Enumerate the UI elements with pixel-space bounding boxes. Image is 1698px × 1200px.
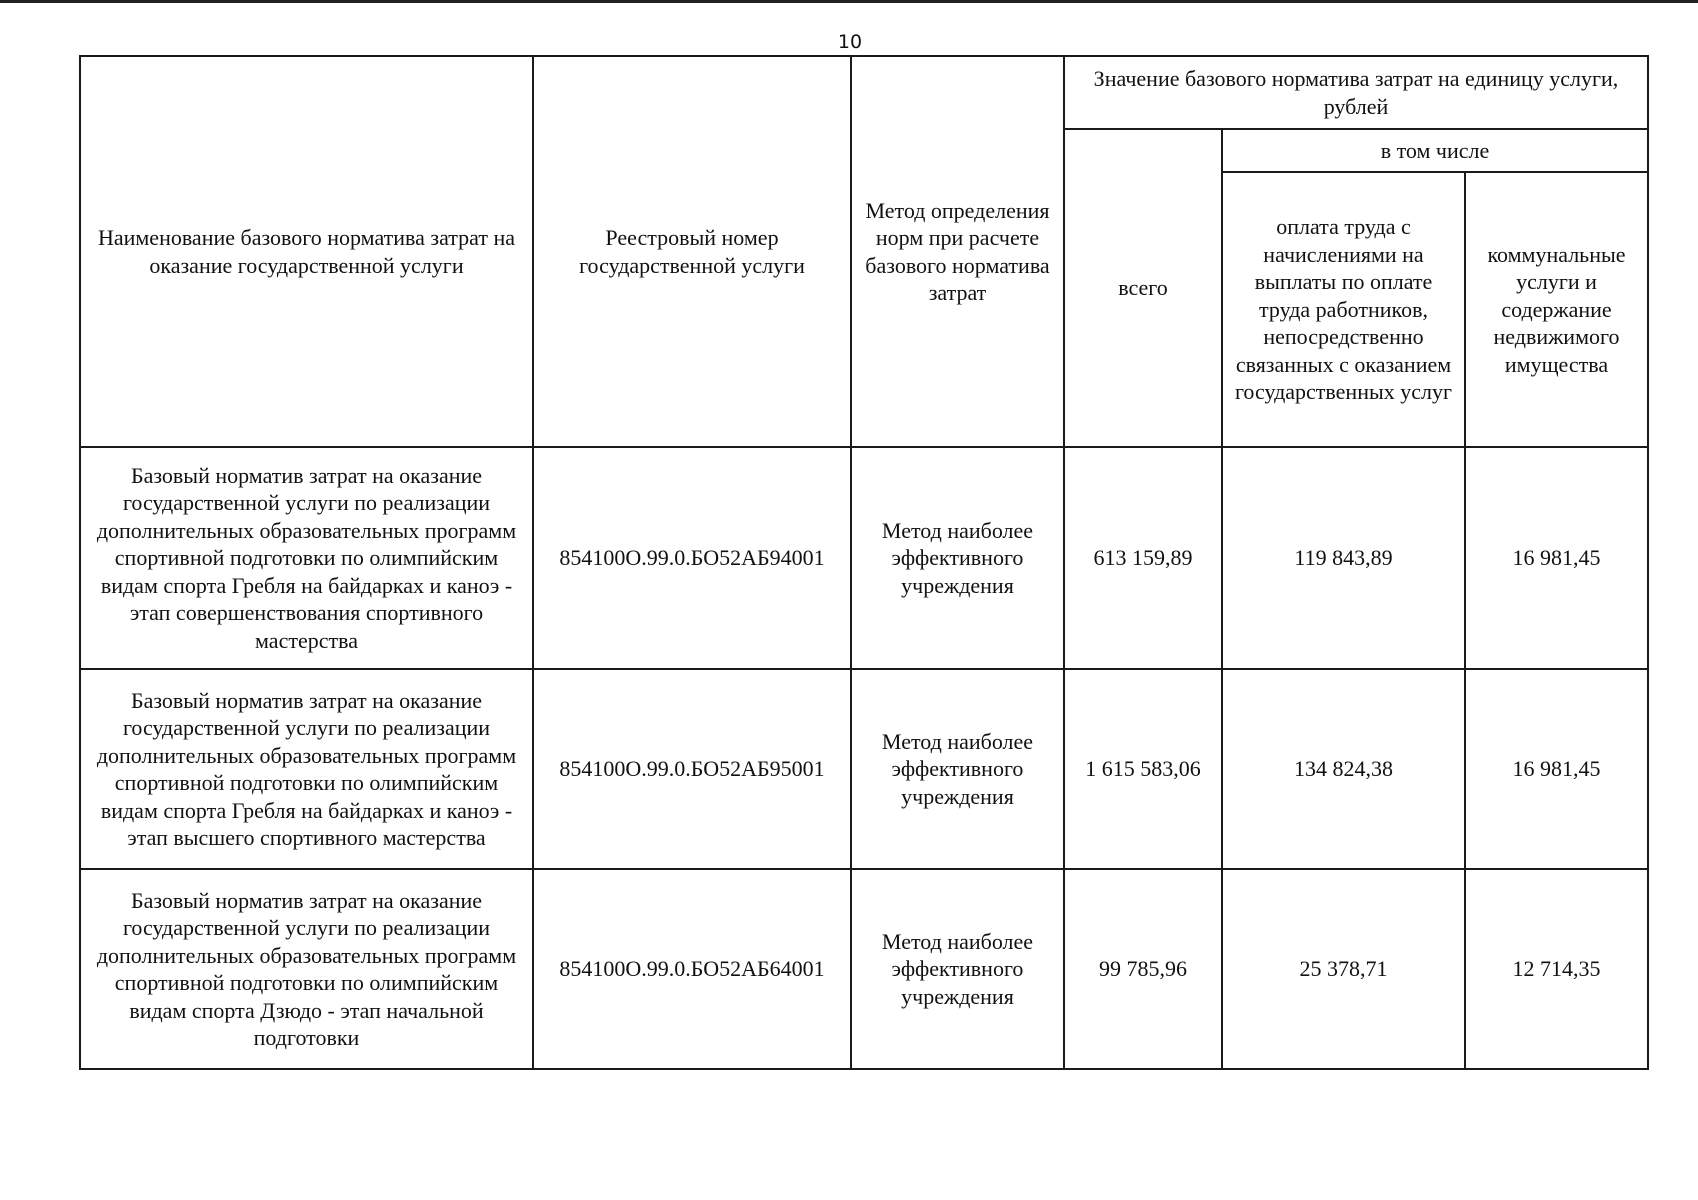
row-method: Метод наиболее эффективного учреждения [851,869,1064,1069]
row-name: Базовый норматив затрат на оказание государственной услуги по реализации дополнительных образовательных программ спортивной подготовки по олимпийским видам спорта Дзюдо - этап начальной подготовки [80,869,533,1069]
table-row [80,869,1648,1069]
header-name: Наименование базового норматива затрат на оказание государственной услуги [80,56,533,447]
row-utilities: 12 714,35 [1465,869,1648,1069]
row-labor: 134 824,38 [1222,669,1465,869]
row-registry: 854100О.99.0.БО52АБ95001 [533,669,851,869]
table-row [80,447,1648,669]
page-number: 10 [837,31,863,53]
row-labor: 119 843,89 [1222,447,1465,669]
header-value-group: Значение базового норматива затрат на единицу услуги, рублей [1064,56,1648,129]
base-cost-norms-table [79,55,1649,1070]
header-total: всего [1064,129,1222,447]
row-name: Базовый норматив затрат на оказание государственной услуги по реализации дополнительных образовательных программ спортивной подготовки по олимпийским видам спорта Гребля на байдарках и каноэ - этап высшего спортивного мастерства [80,669,533,869]
row-total: 613 159,89 [1064,447,1222,669]
header-utilities: коммунальные услуги и содержание недвижимого имущества [1465,172,1648,447]
header-labor: оплата труда с начислениями на выплаты по оплате труда работников, непосредственно связанных с оказанием государственных услуг [1222,172,1465,447]
row-registry: 854100О.99.0.БО52АБ64001 [533,869,851,1069]
row-utilities: 16 981,45 [1465,669,1648,869]
row-labor: 25 378,71 [1222,869,1465,1069]
row-method: Метод наиболее эффективного учреждения [851,447,1064,669]
row-total: 99 785,96 [1064,869,1222,1069]
header-row-1 [80,56,1648,129]
row-method: Метод наиболее эффективного учреждения [851,669,1064,869]
table-row [80,669,1648,869]
header-including: в том числе [1222,129,1648,172]
row-registry: 854100О.99.0.БО52АБ94001 [533,447,851,669]
top-rule [0,0,1698,3]
row-total: 1 615 583,06 [1064,669,1222,869]
header-registry: Реестровый номер государственной услуги [533,56,851,447]
row-name: Базовый норматив затрат на оказание государственной услуги по реализации дополнительных образовательных программ спортивной подготовки по олимпийским видам спорта Гребля на байдарках и каноэ - этап совершенствования спортивного мастерства [80,447,533,669]
header-method: Метод определения норм при расчете базового норматива затрат [851,56,1064,447]
row-utilities: 16 981,45 [1465,447,1648,669]
